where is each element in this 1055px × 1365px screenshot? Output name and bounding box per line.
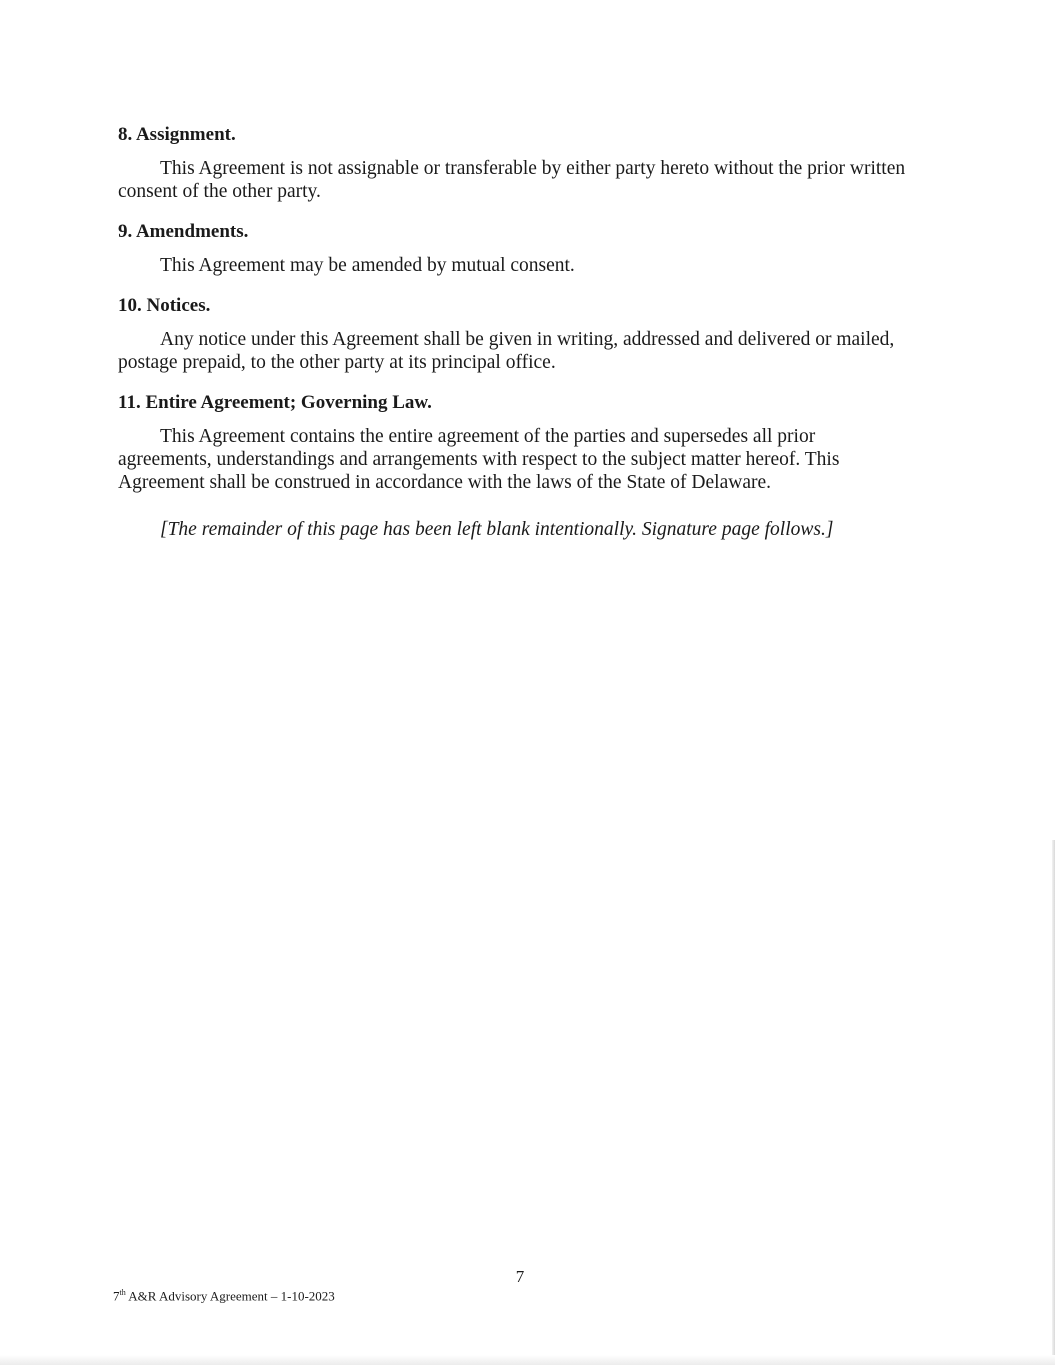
section-notices bbox=[118, 294, 908, 374]
section-assignment bbox=[118, 123, 908, 203]
section-heading: 9. Amendments. bbox=[118, 221, 249, 242]
footer-ordinal-suffix: th bbox=[119, 1288, 126, 1297]
section-entire-agreement bbox=[118, 391, 908, 494]
section-heading: 10. Notices. bbox=[118, 295, 211, 316]
section-paragraph: This Agreement is not assignable or transferable by either party hereto without the prior written consent of the other party. bbox=[118, 158, 906, 202]
footer-text: A&R Advisory Agreement – 1-10-2023 bbox=[125, 1288, 335, 1304]
footer-document-id bbox=[113, 1284, 335, 1305]
section-amendments bbox=[118, 220, 908, 277]
scan-edge-bottom bbox=[0, 1355, 1055, 1365]
section-heading: 11. Entire Agreement; Governing Law. bbox=[118, 392, 432, 413]
document-body bbox=[118, 123, 908, 542]
section-paragraph: This Agreement contains the entire agreement of the parties and supersedes all prior agreements, understandings and arrangements with respect to the subject matter hereof. This Agreement shall be construed in accordance with the laws of the State of Delaware. bbox=[118, 426, 840, 493]
page-number: 7 bbox=[515, 1267, 525, 1286]
section-heading: 8. Assignment. bbox=[118, 124, 236, 145]
section-paragraph: This Agreement may be amended by mutual consent. bbox=[160, 255, 575, 276]
blank-page-note: [The remainder of this page has been left blank intentionally. Signature page follows.] bbox=[160, 519, 834, 540]
section-paragraph: Any notice under this Agreement shall be given in writing, addressed and delivered or mailed, postage prepaid, to the other party at its principal office. bbox=[118, 329, 895, 373]
footer-ordinal-number: 7 bbox=[113, 1288, 120, 1304]
